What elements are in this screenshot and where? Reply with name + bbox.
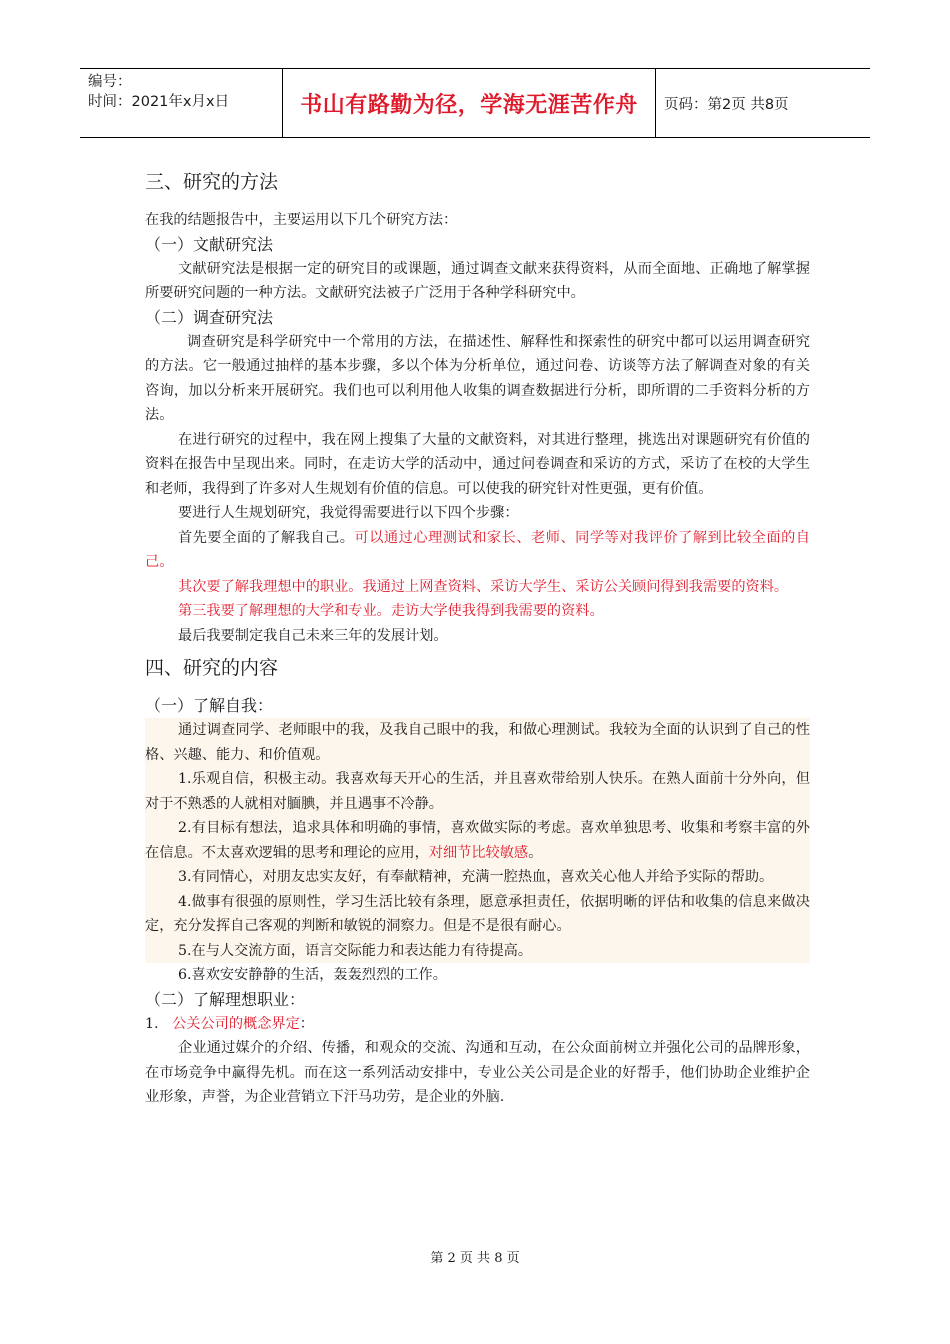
self-analysis-block [145, 718, 810, 963]
pr-concept-colon: ： [299, 1015, 314, 1032]
doc-number-label: 编号： [88, 74, 132, 90]
trait-6: 6.喜欢安安静静的生活，轰轰烈烈的工作。 [178, 967, 447, 983]
step-1-detail: 可以通过心理测试和家长、老师、同学等对我评价了解到比较全面的自己。 [145, 529, 810, 570]
trait-4: 4.做事有很强的原则性，学习生活比较有条理，愿意承担责任，依据明晰的评估和收集的信息来做决定，充分发挥自己客观的判断和敏锐的洞察力。但是不是很有耐心。 [145, 893, 810, 934]
pr-concept-title: 公关公司的概念界定 [172, 1015, 300, 1032]
process-paragraph: 在进行研究的过程中，我在网上搜集了大量的文献资料，对其进行整理，挑选出对课题研究有价值的资料在报告中呈现出来。同时，在走访大学的活动中，通过问卷调查和采访的方式，采访了在校的大学生和老师，我得到了许多对人生规划有价值的信息。可以使我的研究针对性更强，更有价值。 [145, 431, 810, 497]
page-footer: 第 2 页 共 8 页 [430, 1251, 520, 1266]
step-1-lead: 首先要全面的了解我自己。 [178, 529, 355, 546]
pr-concept-paragraph: 企业通过媒介的介绍、传播，和观众的交流、沟通和互动，在公众面前树立并强化公司的品牌形象，在市场竞争中赢得先机。而在这一系列活动安排中，专业公关公司是企业的好帮手，他们协助企业维护企业形象，声誉，为企业营销立下汗马功劳，是企业的外脑. [145, 1040, 810, 1105]
trait-5: 5.在与人交流方面，语言交际能力和表达能力有待提高。 [178, 942, 533, 959]
section-3-heading: 三、研究的方法 [145, 171, 279, 193]
section-4-heading: 四、研究的内容 [145, 657, 279, 679]
header-meta [80, 69, 282, 137]
pr-concept-heading [145, 1012, 810, 1037]
trait-1: 1.乐观自信，积极主动。我喜欢每天开心的生活，并且喜欢带给别人快乐。在熟人面前十分外向，但对于不熟悉的人就相对腼腆，并且遇事不冷静。 [145, 771, 810, 812]
subsection-literature-heading: （一）文献研究法 [145, 234, 274, 254]
step-4: 最后我要制定我自己未来三年的发展计划。 [178, 627, 448, 644]
literature-paragraph: 文献研究法是根据一定的研究目的或课题，通过调查文献来获得资料，从而全面地、正确地了解掌握所要研究问题的一种方法。文献研究法被子广泛用于各种学科研究中。 [145, 260, 810, 301]
trait-2 [145, 816, 810, 865]
header-motto: 书山有路勤为径，学海无涯苦作舟 [282, 69, 656, 137]
subsection-self-heading: （一）了解自我： [145, 696, 274, 715]
doc-date-label: 时间：2021年x月x日 [88, 94, 230, 110]
section-3-intro: 在我的结题报告中，主要运用以下几个研究方法： [145, 212, 458, 228]
step-2: 其次要了解我理想中的职业。我通过上网查资料、采访大学生、采访公关顾问得到我需要的资料。 [178, 578, 789, 595]
subsection-career-heading: （二）了解理想职业： [145, 989, 306, 1009]
header-page-number: 页码：第2页 共8页 [664, 96, 789, 113]
trait-3: 3.有同情心，对朋友忠实友好，有奉献精神，充满一腔热血，喜欢关心他人并给予实际的帮助。 [178, 869, 774, 885]
step-3: 第三我要了解理想的大学和专业。走访大学使我得到我需要的资料。 [178, 603, 604, 619]
subsection-survey-heading: （二）调查研究法 [145, 307, 274, 327]
document-body [145, 168, 810, 1110]
trait-2-end: 。 [528, 844, 543, 861]
self-intro: 通过调查同学、老师眼中的我，及我自己眼中的我，和做心理测试。我较为全面的认识到了自己的性格、兴趣、能力、和价值观。 [145, 722, 810, 763]
step-1 [145, 526, 810, 575]
trait-2-text: 2.有目标有想法，追求具体和明确的事情，喜欢做实际的考虑。喜欢单独思考、收集和考察丰富的外在信息。不太喜欢逻辑的思考和理论的应用， [145, 820, 810, 861]
trait-2-highlight: 对细节比较敏感 [428, 844, 529, 861]
survey-paragraph: 调查研究是科学研究中一个常用的方法，在描述性、解释性和探索性的研究中都可以运用调查研究的方法。它一般通过抽样的基本步骤，多以个体为分析单位，通过问卷、访谈等方法了解调查对象的有关咨询，加以分析来开展研究。我们也可以利用他人收集的调查数据进行分析，即所谓的二手资料分析的方法。 [145, 333, 810, 423]
steps-intro: 要进行人生规划研究，我觉得需要进行以下四个步骤： [178, 505, 519, 521]
pr-concept-number: 1. [145, 1015, 159, 1032]
page-header [80, 68, 870, 138]
